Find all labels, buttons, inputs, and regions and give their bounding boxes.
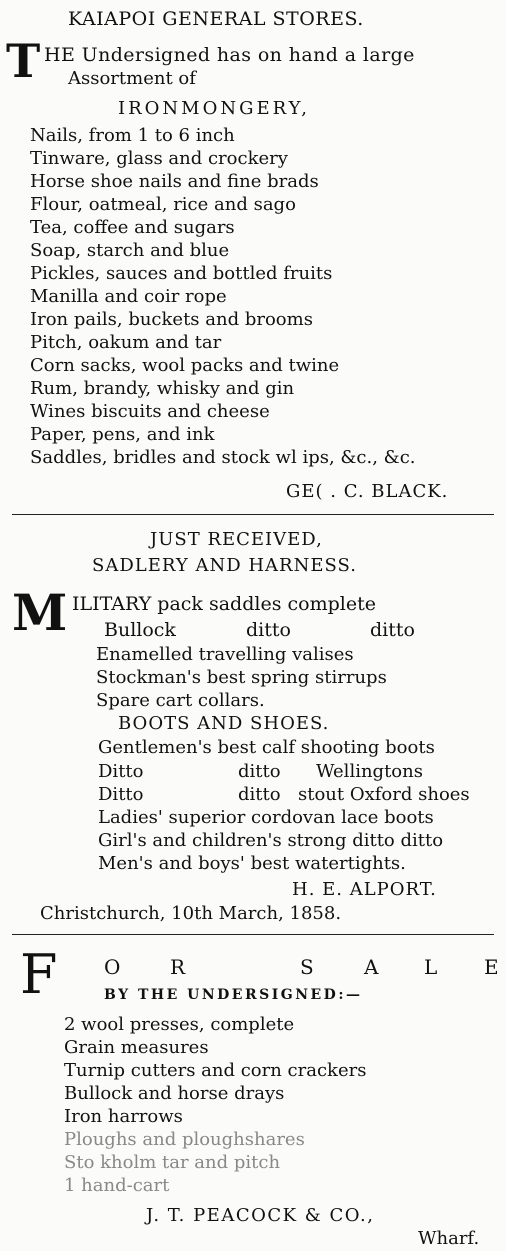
ad2-line2-c: ditto — [370, 619, 415, 641]
list-item: 2 wool presses, complete — [64, 1014, 295, 1035]
ad3-title-letter: A — [364, 955, 379, 979]
list-item: Horse shoe nails and fine brads — [30, 171, 319, 192]
ad2-item: Gentlemen's best calf shooting boots — [98, 737, 435, 758]
list-item: Wines biscuits and cheese — [30, 401, 270, 422]
ad1-subhead: IRONMONGERY, — [118, 98, 310, 119]
list-item: Pitch, oakum and tar — [30, 332, 222, 353]
list-item: Spare cart collars. — [96, 690, 265, 711]
list-item: Pickles, sauces and bottled fruits — [30, 263, 333, 284]
ad2-ditto-a: Ditto — [98, 761, 144, 782]
ad3-signature: J. T. PEACOCK & CO., — [146, 1205, 375, 1226]
ad3-title-letter: S — [300, 955, 314, 979]
list-item: Manilla and coir rope — [30, 286, 227, 307]
ad2-line2-a: Bullock — [104, 619, 176, 641]
ad2-signature: H. E. ALPORT. — [292, 879, 437, 900]
ad2-ditto-b: ditto — [238, 784, 281, 805]
ad2-subhead: BOOTS AND SHOES. — [118, 713, 330, 734]
ad3-title-letter: R — [170, 955, 186, 979]
ad3-title-letter: L — [424, 955, 438, 979]
ad2-item-list-1 — [96, 643, 387, 712]
divider — [12, 514, 494, 515]
list-item: Tinware, glass and crockery — [30, 148, 288, 169]
ad1-intro-line1: HE Undersigned has on hand a large — [44, 44, 415, 66]
list-item: Bullock and horse drays — [64, 1083, 285, 1104]
ad3-subtitle: BY THE UNDERSIGNED:— — [104, 987, 363, 1003]
ad3-title-letter: E — [484, 955, 499, 979]
list-item: Rum, brandy, whisky and gin — [30, 378, 295, 399]
ad2-dropcap: M — [12, 583, 68, 642]
list-item: Iron harrows — [64, 1106, 183, 1127]
list-item: Paper, pens, and ink — [30, 424, 215, 445]
ad3-title-letter: O — [104, 955, 121, 979]
ad1-intro-line2: Assortment of — [68, 68, 196, 89]
list-item: Girl's and children's strong ditto ditto — [98, 830, 444, 851]
ad1-signature: GE( . C. BLACK. — [286, 481, 449, 502]
list-item: Sto kholm tar and pitch — [64, 1152, 281, 1173]
list-item: Flour, oatmeal, rice and sago — [30, 194, 296, 215]
list-item: Ladies' superior cordovan lace boots — [98, 807, 434, 828]
list-item: Men's and boys' best watertights. — [98, 853, 406, 874]
ad2-line1: ILITARY pack saddles complete — [72, 593, 376, 615]
ad2-ditto-a: Ditto — [98, 784, 144, 805]
list-item: Tea, coffee and sugars — [30, 217, 235, 238]
ad2-ditto-c: Wellingtons — [316, 761, 423, 782]
ad2-ditto-b: ditto — [238, 761, 281, 782]
ad2-title-line2: SADLERY AND HARNESS. — [92, 555, 357, 576]
list-item: Enamelled travelling valises — [96, 644, 354, 665]
list-item: Soap, starch and blue — [30, 240, 230, 261]
ad3-location: Wharf. — [418, 1228, 480, 1249]
ad2-line2-b: ditto — [246, 619, 291, 641]
ad1-item-list — [30, 124, 416, 469]
ad1-title: KAIAPOI GENERAL STORES. — [68, 8, 364, 30]
list-item: Ploughs and ploughshares — [64, 1129, 305, 1150]
ad3-dropcap: F — [20, 943, 58, 1006]
ad1-dropcap: T — [6, 34, 41, 88]
list-item: Saddles, bridles and stock wl ips, &c., &c. — [30, 447, 416, 468]
list-item: Iron pails, buckets and brooms — [30, 309, 313, 330]
ad2-title-line1: JUST RECEIVED, — [150, 529, 323, 550]
list-item: 1 hand-cart — [64, 1175, 170, 1196]
ad2-ditto-c: stout Oxford shoes — [298, 784, 470, 805]
list-item: Nails, from 1 to 6 inch — [30, 125, 235, 146]
ad3-item-list — [64, 1013, 366, 1197]
ad2-item-list-3 — [98, 806, 443, 875]
list-item: Stockman's best spring stirrups — [96, 667, 387, 688]
list-item: Turnip cutters and corn crackers — [64, 1060, 367, 1081]
list-item: Grain measures — [64, 1037, 209, 1058]
ad2-dateline: Christchurch, 10th March, 1858. — [40, 903, 342, 924]
divider — [12, 934, 494, 935]
list-item: Corn sacks, wool packs and twine — [30, 355, 340, 376]
